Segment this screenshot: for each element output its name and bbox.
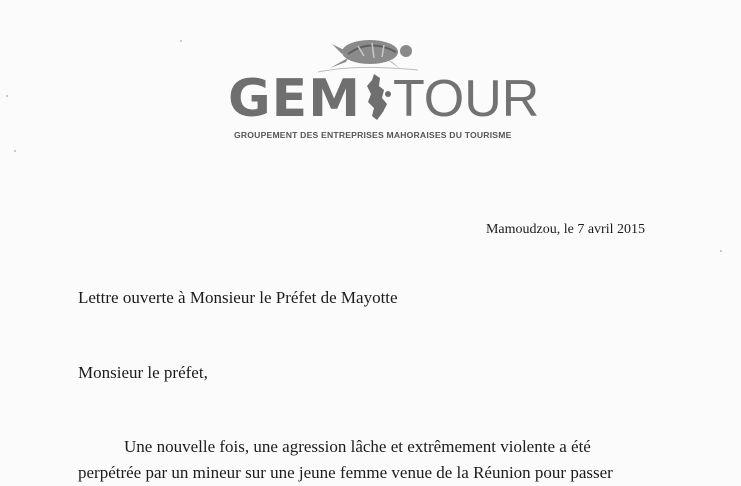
logo-wordmark-gem: GEM xyxy=(228,69,361,129)
letter-subject: Lettre ouverte à Monsieur le Préfet de Mayotte xyxy=(78,288,398,307)
body-line: perpétrée par un mineur sur une jeune femme venue de la Réunion pour passer xyxy=(78,463,613,482)
gemtour-logo xyxy=(226,34,540,146)
scan-speck xyxy=(720,250,722,252)
mayotte-island-icon xyxy=(362,72,392,122)
logo-wordmark-tour: TOUR xyxy=(392,70,540,128)
scan-speck xyxy=(14,150,16,152)
scan-speck xyxy=(6,95,8,97)
turtle-icon xyxy=(318,34,418,74)
letter-greeting: Monsieur le préfet, xyxy=(78,363,208,382)
logo-wordmark xyxy=(228,69,540,129)
date-line: Mamoudzou, le 7 avril 2015 xyxy=(485,222,645,237)
body-line: Une nouvelle fois, une agression lâche et extrêmement violente a été xyxy=(124,437,591,456)
logo-tagline: GROUPEMENT DES ENTREPRISES MAHORAISES DU TOURISME xyxy=(234,130,512,140)
scan-speck xyxy=(180,40,182,42)
letter-body xyxy=(78,434,678,486)
